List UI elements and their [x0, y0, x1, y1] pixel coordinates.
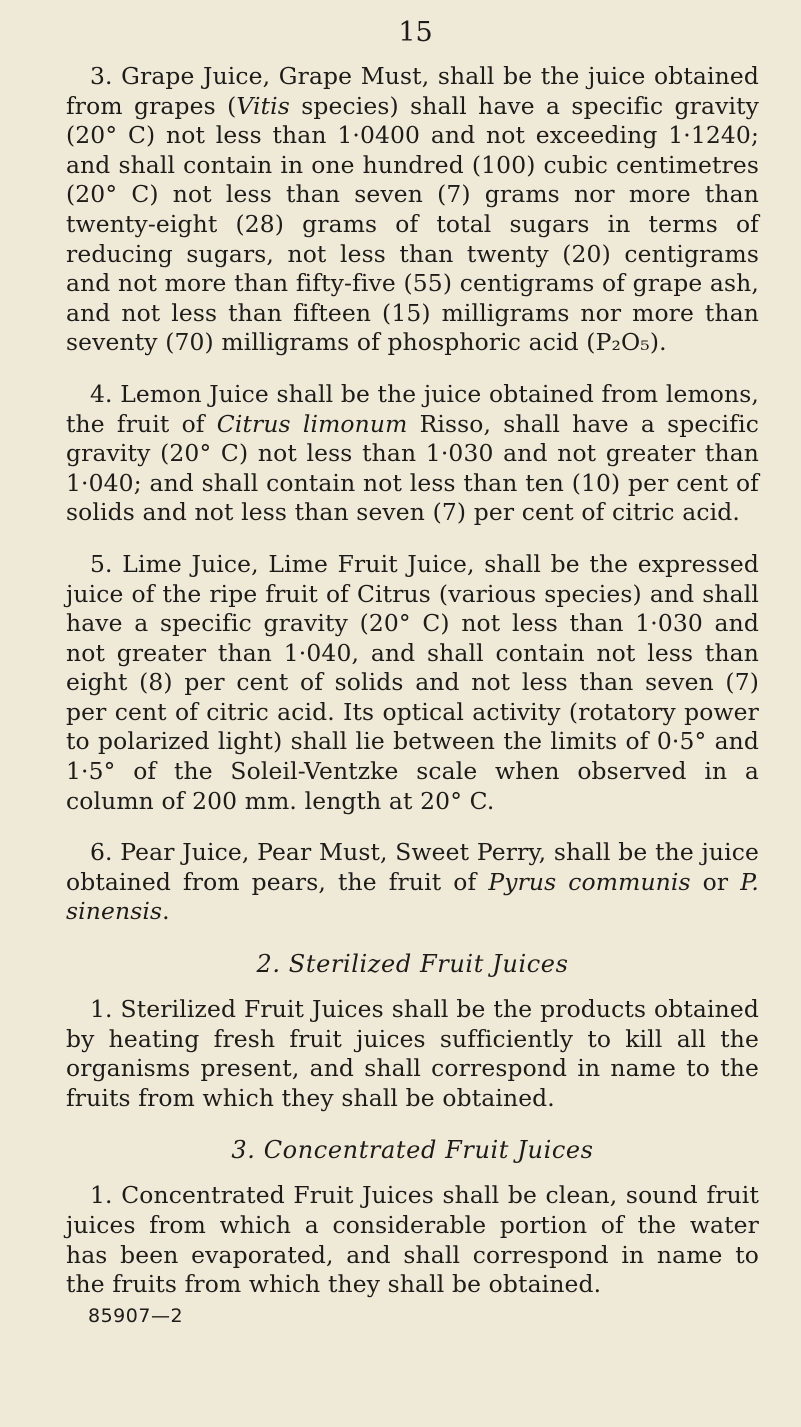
section-heading-concentrated: 3. Concentrated Fruit Juices: [231, 1136, 594, 1165]
paragraph-text: 3. Grape Juice, Grape Must, shall be the juice obtained from grapes (: [66, 62, 759, 120]
paragraph-text: Risso, shall have a specific gravity (20° C) not less than 1·030 and not greater than 1·040; and shall contain not less than ten (10) per cent of solids and not less than seven (7) per cent of citric acid.: [66, 409, 759, 527]
paragraph-text: or: [690, 867, 741, 896]
italic-term: Pyrus communis: [488, 867, 691, 896]
paragraph-sterilized-juices: 1. Sterilized Fruit Juices shall be the products obtained by heating fresh fruit juices sufficiently to kill all the organisms present, and shall correspond in name to the fruits from which they shall be obtained.: [66, 995, 759, 1112]
paragraph-pear-juice: [66, 838, 759, 927]
footer-print-code: 85907—2: [88, 1304, 184, 1327]
italic-term: Citrus limonum: [216, 409, 408, 438]
paragraph-lime-juice: 5. Lime Juice, Lime Fruit Juice, shall be the expressed juice of the ripe fruit of Citrus (various species) and shall have a specific gravity (20° C) not less than 1·030 and not greater than 1·040, and shall contain not less than eight (8) per cent of solids and not less than seven (7) per cent of citric acid. Its optical activity (rotatory power to polarized light) shall lie between the limits of 0·5° and 1·5° of the Soleil-Ventzke scale when observed in a column of 200 mm. length at 20° C.: [66, 549, 759, 815]
paragraph-text: 6. Pear Juice, Pear Must, Sweet Perry, shall be the juice obtained from pears, the fruit of: [66, 838, 759, 896]
paragraph-text: species) shall have a specific gravity (20° C) not less than 1·0400 and not exceeding 1·1240; and shall contain in one hundred (100) cubic centimetres (20° C) not less than seven (7) grams nor more than twenty-eight (28) grams of total sugars in terms of reducing sugars, not less than twenty (20) centigrams and not more than fifty-five (55) centigrams of grape ash, and not less than fifteen (15) milligrams nor more than seventy (70) milligrams of phosphoric acid (P₂O₅).: [66, 91, 759, 357]
paragraph-grape-juice: [66, 62, 759, 358]
paragraph-lemon-juice: [66, 380, 759, 528]
section-heading-sterilized: 2. Sterilized Fruit Juices: [256, 950, 569, 979]
italic-term: Vitis: [236, 91, 290, 120]
italic-term: P. sinensis: [66, 867, 759, 926]
page-number: 15: [398, 17, 433, 48]
paragraph-text: 4. Lemon Juice shall be the juice obtained from lemons, the fruit of: [66, 379, 759, 438]
paragraph-text: .: [162, 897, 170, 926]
paragraph-concentrated-juices: 1. Concentrated Fruit Juices shall be clean, sound fruit juices from which a considerable portion of the water has been evaporated, and shall correspond in name to the fruits from which they shall be obtained.: [66, 1181, 759, 1299]
